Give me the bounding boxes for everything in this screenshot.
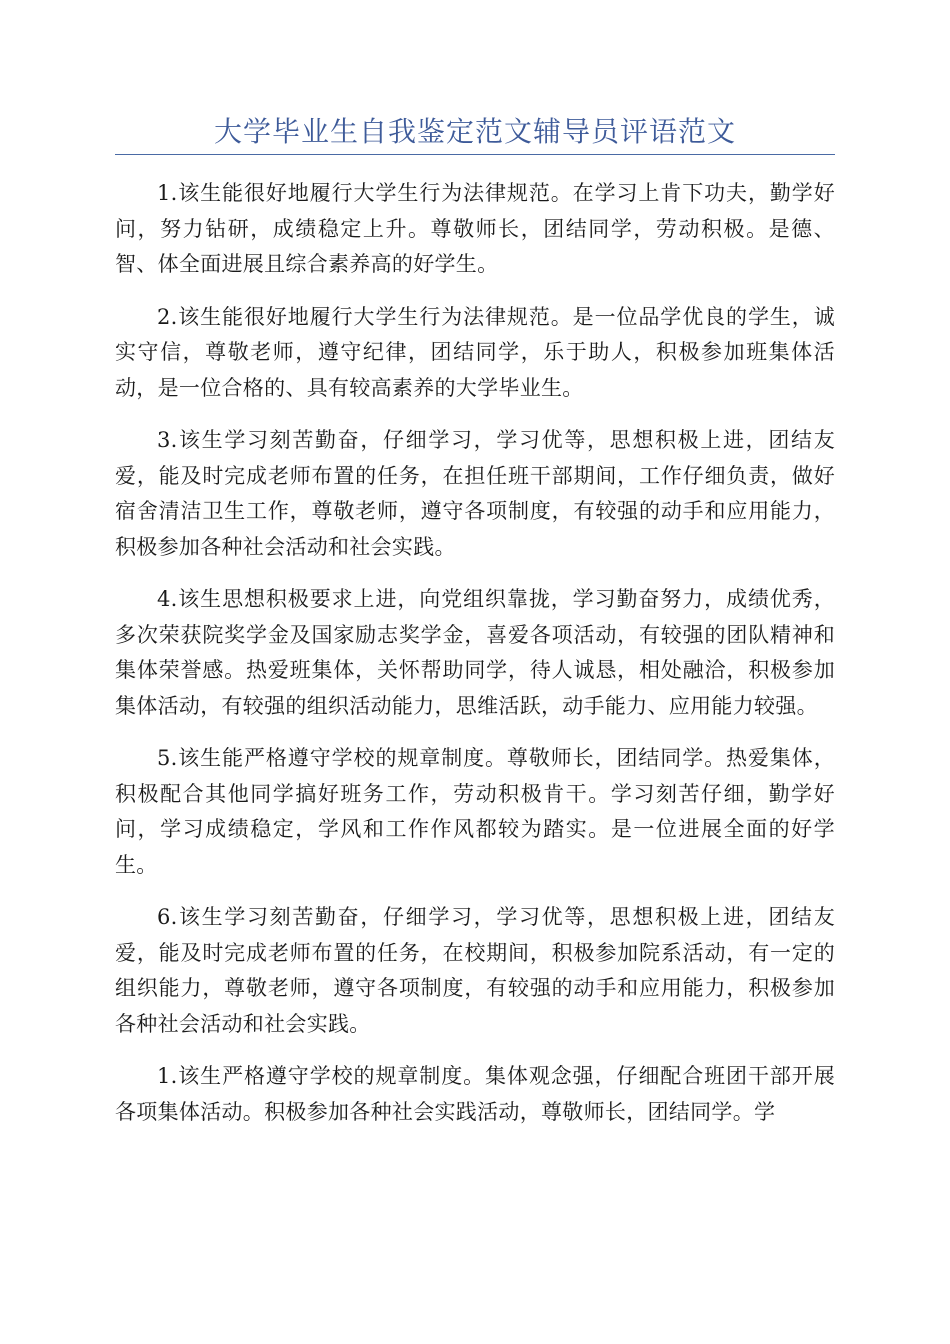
title-underline [115, 154, 835, 155]
paragraph-1: 1.该生能很好地履行大学生行为法律规范。在学习上肯下功夫，勤学好问，努力钻研，成绩稳定上升。尊敬师长，团结同学，劳动积极。是德、智、体全面进展且综合素养高的好学生。 [115, 181, 835, 276]
paragraph-6: 6.该生学习刻苦勤奋，仔细学习，学习优等，思想积极上进，团结友爱，能及时完成老师布置的任务，在校期间，积极参加院系活动，有一定的组织能力，尊敬老师，遵守各项制度，有较强的动手和应用能力，积极参加各种社会活动和社会实践。 [115, 905, 835, 1036]
paragraph-4: 4.该生思想积极要求上进，向党组织靠拢，学习勤奋努力，成绩优秀，多次荣获院奖学金及国家励志奖学金，喜爱各项活动，有较强的团队精神和集体荣誉感。热爱班集体，关怀帮助同学，待人诚恳，相处融洽，积极参加集体活动，有较强的组织活动能力，思维活跃，动手能力、应用能力较强。 [115, 587, 835, 718]
paragraph-2: 2.该生能很好地履行大学生行为法律规范。是一位品学优良的学生，诚实守信，尊敬老师，遵守纪律，团结同学，乐于助人，积极参加班集体活动，是一位合格的、具有较高素养的大学毕业生。 [115, 304, 835, 400]
document-title: 大学毕业生自我鉴定范文辅导员评语范文 [213, 115, 736, 148]
paragraph-3: 3.该生学习刻苦勤奋，仔细学习，学习优等，思想积极上进，团结友爱，能及时完成老师布置的任务，在担任班干部期间，工作仔细负责，做好宿舍清洁卫生工作，尊敬老师，遵守各项制度，有较强的动手和应用能力，积极参加各种社会活动和社会实践。 [115, 428, 835, 559]
document-body [115, 176, 835, 1147]
paragraph-5: 5.该生能严格遵守学校的规章制度。尊敬师长，团结同学。热爱集体，积极配合其他同学搞好班务工作，劳动积极肯干。学习刻苦仔细，勤学好问，学习成绩稳定，学风和工作作风都较为踏实。是一位进展全面的好学生。 [115, 746, 835, 877]
paragraph-7: 1.该生严格遵守学校的规章制度。集体观念强，仔细配合班团干部开展各项集体活动。积极参加各种社会实践活动，尊敬师长，团结同学。学 [115, 1064, 835, 1124]
